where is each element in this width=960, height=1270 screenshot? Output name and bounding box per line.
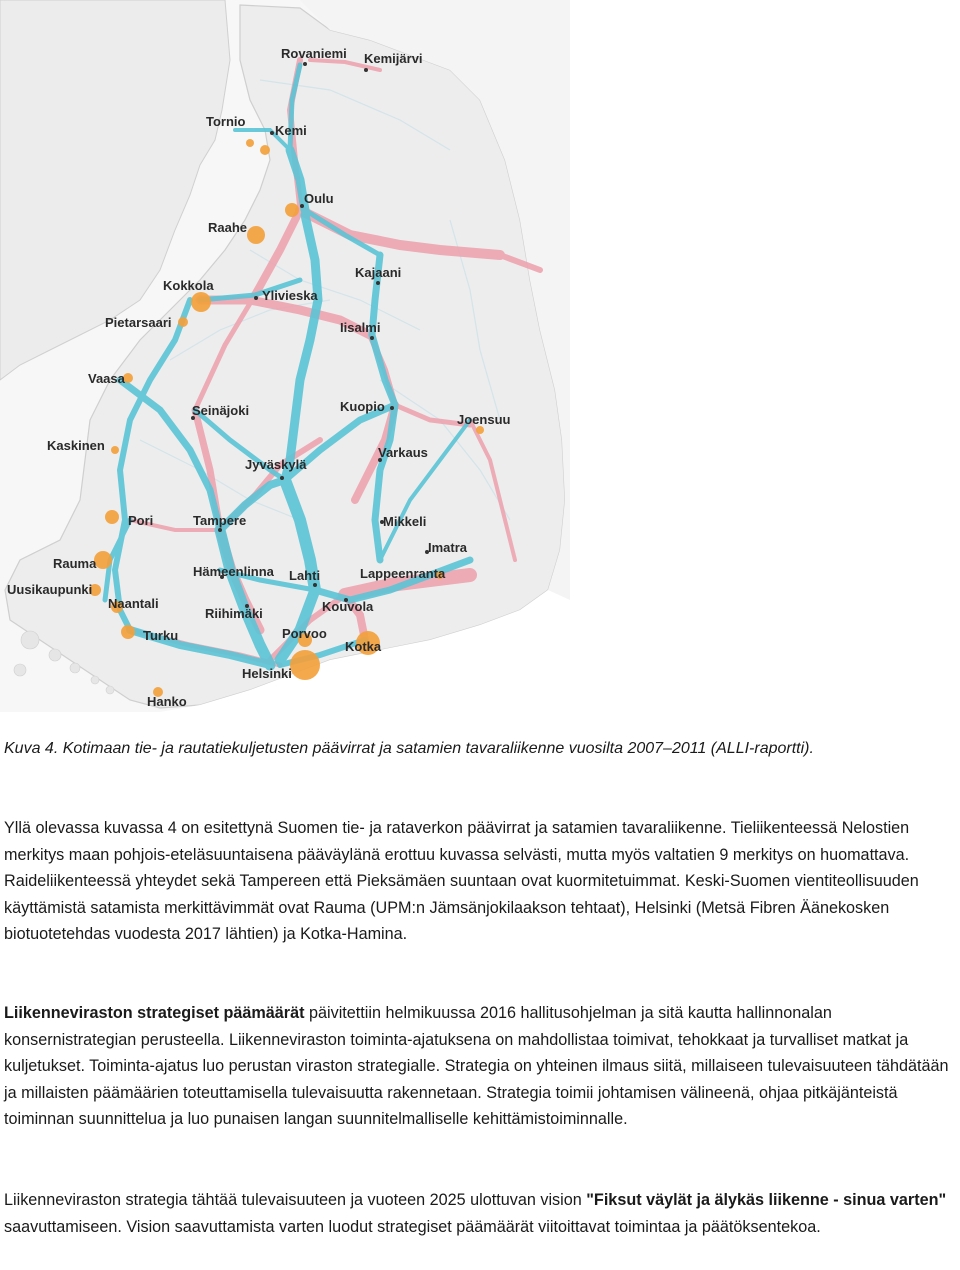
paragraph-1: Yllä olevassa kuvassa 4 on esitettynä Suomen tie- ja rataverkon päävirrat ja satamien tavaraliikenne. Tieliikenteessä Nelostien merkitys maan pohjois-eteläsuuntaisena pääväylänä erottuu kuvassa selvästi, mutta myös valtatien 9 merkitys on huomattava. Raideliikenteessä yhteydet sekä Tampereen että Pieksämäen suuntaan ovat kuormitetuimmat. Keski-Suomen vientiteollisuuden käyttämistä satamista merkittävimmät ovat Rauma (UPM:n Jämsänjokilaakson tehtaat), Helsinki (Metsä Fibren Äänekosken biotuotetehdas vuodesta 2017 lähtien) ja Kotka-Hamina. xyxy=(4,819,919,944)
port-oulu xyxy=(285,203,299,217)
paragraph-3 xyxy=(4,1187,954,1240)
label-kouvola: Kouvola xyxy=(322,599,374,614)
port-helsinki xyxy=(290,650,320,680)
label-porvoo: Porvoo xyxy=(282,626,327,641)
label-varkaus: Varkaus xyxy=(378,445,428,460)
label-vaasa: Vaasa xyxy=(88,371,125,386)
label-mikkeli: Mikkeli xyxy=(383,514,427,529)
label-rauma: Rauma xyxy=(53,556,97,571)
label-riihimaki: Riihimäki xyxy=(205,606,263,621)
label-lappeenranta: Lappeenranta xyxy=(360,566,446,581)
label-joensuu: Joensuu xyxy=(457,412,511,427)
label-lahti: Lahti xyxy=(289,568,321,583)
label-imatra: Imatra xyxy=(428,540,468,555)
port-pietarsaari xyxy=(178,317,188,327)
port-tornio xyxy=(246,139,254,147)
paragraph-2-text: päivitettiin helmikuussa 2016 hallitusohjelman ja sitä kautta hallinnonalan konsernistrategian perusteella. Liikenneviraston toiminta-ajatuksena on mahdollistaa toimivat, tehokkaat ja turvalliset matkat ja kuljetukset. Toiminta-ajatus luo perustan viraston strategialle. Strategia on yhteinen ilmaus siitä, millaiseen tulevaisuuteen tähdätään ja millaisten päämäärien toteuttamisella tulevaisuutta rakennetaan. Strategia toimii johtamisen välineenä, ohjaa pitkäjänteistä toiminnan suunnittelua ja luo punaisen langan suunnitelmalliselle kehittämistoiminnalle. xyxy=(4,1004,949,1129)
map-svg xyxy=(0,0,570,712)
label-jyvaskyla: Jyväskylä xyxy=(245,457,307,472)
label-rovaniemi: Rovaniemi xyxy=(281,46,347,61)
label-kemijarvi: Kemijärvi xyxy=(364,51,423,66)
port-joensuu xyxy=(476,426,484,434)
label-kokkola: Kokkola xyxy=(163,278,214,293)
label-pori: Pori xyxy=(128,513,154,528)
label-raahe: Raahe xyxy=(208,220,248,235)
label-oulu: Oulu xyxy=(304,191,334,206)
label-hanko: Hanko xyxy=(147,694,187,709)
port-pori xyxy=(105,510,119,524)
label-uusikaupunki: Uusikaupunki xyxy=(7,582,93,597)
label-naantali: Naantali xyxy=(108,596,159,611)
label-tornio: Tornio xyxy=(206,114,246,129)
label-kemi: Kemi xyxy=(275,123,307,138)
paragraph-3-vision: "Fiksut väylät ja älykäs liikenne - sinua varten" xyxy=(586,1191,947,1209)
paragraph-3-start: Liikenneviraston strategia tähtää tulevaisuuteen ja vuoteen 2025 ulottuvan vision xyxy=(4,1191,587,1209)
label-ylivieska: Ylivieska xyxy=(262,288,318,303)
label-seinajoki: Seinäjoki xyxy=(192,403,250,418)
figure-caption: Kuva 4. Kotimaan tie- ja rautatiekuljetusten päävirrat ja satamien tavaraliikenne vuosilta 2007–2011 (ALLI-raportti). xyxy=(4,740,814,757)
port-turku xyxy=(121,625,135,639)
paragraph-2-bold: Liikenneviraston strategiset päämäärät xyxy=(4,1004,305,1022)
label-hameenlinna: Hämeenlinna xyxy=(193,564,274,579)
label-turku: Turku xyxy=(143,628,179,643)
label-kajaani: Kajaani xyxy=(355,265,402,280)
label-kuopio: Kuopio xyxy=(340,399,385,414)
port-kaskinen xyxy=(111,446,119,454)
label-helsinki: Helsinki xyxy=(242,666,292,681)
paragraph-3-end: saavuttamiseen. Vision saavuttamista varten luodut strategiset päämäärät viitoittavat toimintaa ja päätöksentekoa. xyxy=(4,1217,821,1236)
label-kaskinen: Kaskinen xyxy=(47,438,105,453)
paragraph-2 xyxy=(4,1000,954,1133)
label-iisalmi: Iisalmi xyxy=(340,320,381,335)
port-rauma xyxy=(94,551,112,569)
port-kemi xyxy=(260,145,270,155)
port-kokkola xyxy=(191,292,211,312)
freight-flow-map xyxy=(0,0,570,712)
label-tampere: Tampere xyxy=(193,513,247,528)
port-raahe xyxy=(247,226,265,244)
label-kotka: Kotka xyxy=(345,639,382,654)
label-pietarsaari: Pietarsaari xyxy=(105,315,172,330)
